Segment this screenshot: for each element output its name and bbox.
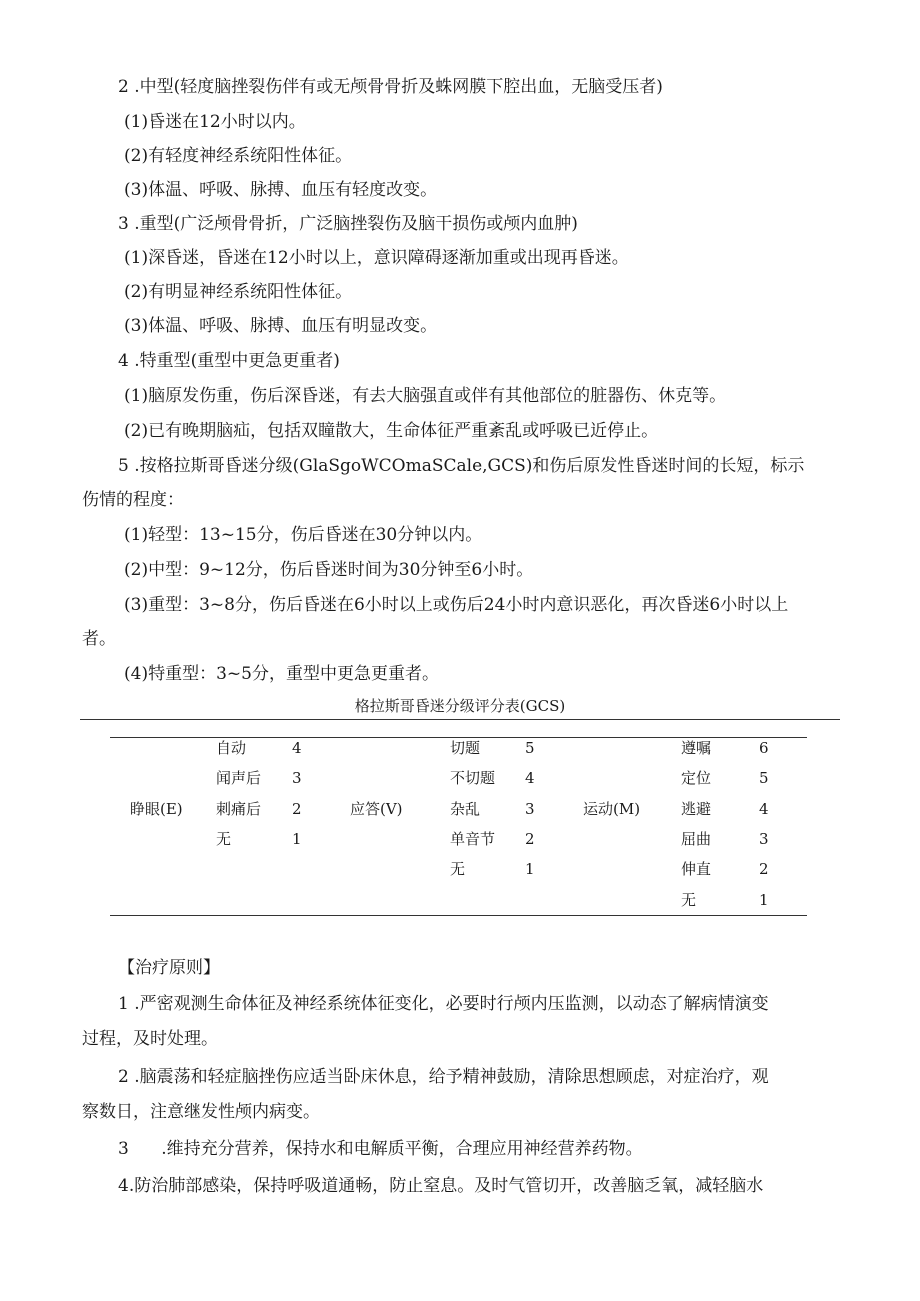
moderate-criterion-3: (3)体温、呼吸、脉搏、血压有轻度改变。 bbox=[124, 180, 438, 200]
gcs-table-caption: 格拉斯哥昏迷分级评分表(GCS) bbox=[354, 697, 566, 715]
verbal-item-name: 无 bbox=[450, 860, 466, 878]
treatment-point-1-line-1: 1 .严密观测生命体征及神经系统体征变化，必要时行颅内压监测，以动态了解病情演变 bbox=[118, 994, 769, 1014]
verbal-item-name: 切题 bbox=[450, 739, 481, 757]
severe-criterion-3: (3)体温、呼吸、脉搏、血压有明显改变。 bbox=[124, 316, 438, 336]
verbal-item-name: 杂乱 bbox=[450, 800, 481, 818]
gcs-grade-extra-severe: (4)特重型：3~5分，重型中更急更重者。 bbox=[124, 664, 439, 684]
extra-severe-criterion-1: (1)脑原发伤重，伤后深昏迷，有去大脑强直或伴有其他部位的脏器伤、休克等。 bbox=[124, 386, 727, 406]
eye-item-score: 2 bbox=[292, 800, 302, 818]
motor-item-name: 伸直 bbox=[681, 860, 712, 878]
eye-item-score: 4 bbox=[292, 739, 302, 757]
severe-criterion-1: (1)深昏迷，昏迷在12小时以上，意识障碍逐渐加重或出现再昏迷。 bbox=[124, 248, 629, 268]
eye-item-name: 闻声后 bbox=[216, 769, 262, 787]
table-bottom-rule bbox=[110, 915, 807, 916]
gcs-intro-line-2: 伤情的程度： bbox=[82, 490, 184, 510]
motor-category-label: 运动(M) bbox=[583, 800, 641, 818]
verbal-category-label: 应答(V) bbox=[350, 800, 403, 818]
motor-item-score: 3 bbox=[759, 830, 769, 848]
motor-item-name: 屈曲 bbox=[681, 830, 712, 848]
motor-item-name: 无 bbox=[681, 891, 697, 909]
moderate-criterion-2: (2)有轻度神经系统阳性体征。 bbox=[124, 146, 353, 166]
verbal-item-name: 不切题 bbox=[450, 769, 496, 787]
eye-item-name: 刺痛后 bbox=[216, 800, 262, 818]
verbal-item-name: 单音节 bbox=[450, 830, 496, 848]
table-top-rule bbox=[80, 719, 840, 720]
severe-type-heading: 3 .重型(广泛颅骨骨折，广泛脑挫裂伤及脑干损伤或颅内血肿) bbox=[118, 214, 578, 234]
treatment-point-2-line-2: 察数日，注意继发性颅内病变。 bbox=[82, 1102, 320, 1122]
moderate-type-heading: 2 .中型(轻度脑挫裂伤伴有或无颅骨骨折及蛛网膜下腔出血，无脑受压者) bbox=[118, 77, 663, 97]
treatment-point-3: 3 .维持充分营养，保持水和电解质平衡，合理应用神经营养药物。 bbox=[118, 1139, 643, 1159]
gcs-grade-severe-line-2: 者。 bbox=[82, 629, 116, 649]
eye-item-name: 无 bbox=[216, 830, 232, 848]
severe-criterion-2: (2)有明显神经系统阳性体征。 bbox=[124, 282, 353, 302]
motor-item-score: 4 bbox=[759, 800, 769, 818]
treatment-heading: 【治疗原则】 bbox=[118, 958, 220, 978]
motor-item-score: 6 bbox=[759, 739, 769, 757]
eye-item-score: 3 bbox=[292, 769, 302, 787]
verbal-item-score: 2 bbox=[525, 830, 535, 848]
eye-item-name: 自动 bbox=[216, 739, 247, 757]
motor-item-name: 逃避 bbox=[681, 800, 712, 818]
eye-item-score: 1 bbox=[292, 830, 302, 848]
treatment-point-4: 4.防治肺部感染，保持呼吸道通畅，防止窒息。及时气管切开，改善脑乏氧，减轻脑水 bbox=[118, 1176, 764, 1196]
moderate-criterion-1: (1)昏迷在12小时以内。 bbox=[124, 112, 306, 132]
motor-item-name: 定位 bbox=[681, 769, 712, 787]
extra-severe-criterion-2: (2)已有晚期脑疝，包括双瞳散大，生命体征严重紊乱或呼吸已近停止。 bbox=[124, 421, 659, 441]
verbal-item-score: 4 bbox=[525, 769, 535, 787]
motor-item-name: 遵嘱 bbox=[681, 739, 712, 757]
treatment-point-2-line-1: 2 .脑震荡和轻症脑挫伤应适当卧床休息，给予精神鼓励，清除思想顾虑，对症治疗，观 bbox=[118, 1067, 769, 1087]
verbal-item-score: 3 bbox=[525, 800, 535, 818]
verbal-item-score: 1 bbox=[525, 860, 535, 878]
gcs-grade-moderate: (2)中型：9~12分，伤后昏迷时间为30分钟至6小时。 bbox=[124, 560, 534, 580]
verbal-item-score: 5 bbox=[525, 739, 535, 757]
treatment-point-1-line-2: 过程，及时处理。 bbox=[82, 1029, 218, 1049]
motor-item-score: 1 bbox=[759, 891, 769, 909]
gcs-intro-line-1: 5 .按格拉斯哥昏迷分级(GlaSgoWCOmaSCale,GCS)和伤后原发性昏迷时间的长短，标示 bbox=[118, 456, 805, 476]
motor-item-score: 2 bbox=[759, 860, 769, 878]
gcs-grade-severe-line-1: (3)重型：3~8分，伤后昏迷在6小时以上或伤后24小时内意识恶化，再次昏迷6小时以上 bbox=[124, 595, 789, 615]
extra-severe-heading: 4 .特重型(重型中更急更重者) bbox=[118, 351, 340, 371]
gcs-grade-mild: (1)轻型：13~15分，伤后昏迷在30分钟以内。 bbox=[124, 525, 483, 545]
eye-category-label: 睁眼(E) bbox=[130, 800, 183, 818]
motor-item-score: 5 bbox=[759, 769, 769, 787]
